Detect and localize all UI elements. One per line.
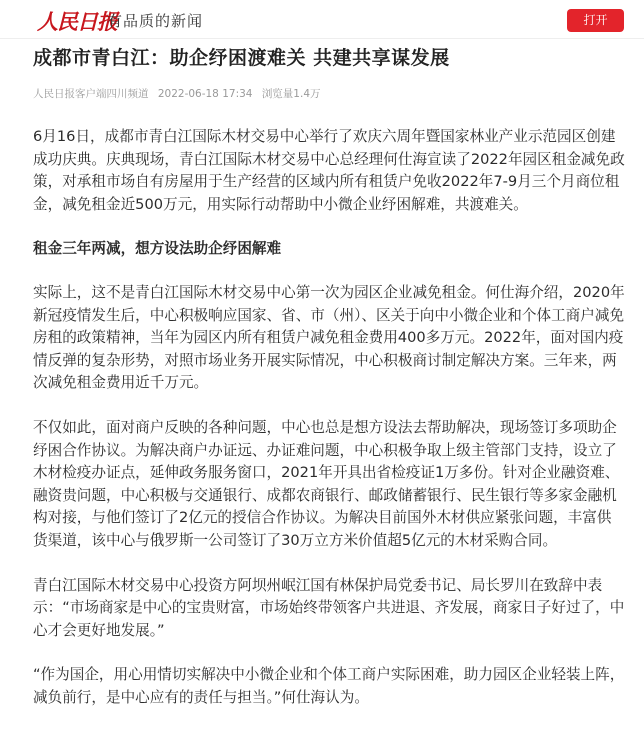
top-bar	[0, 0, 644, 39]
article-meta	[33, 86, 327, 101]
article-paragraph: 不仅如此，面对商户反映的各种问题，中心也总是想方设法去帮助解决，现场签订多项助企纾困合作协议。为解决商户办证远、办证难问题，中心积极争取上级主管部门支持，设立了木材检疫办证点，延伸政务服务窗口，2021年开具出省检疫证1万多份。针对企业融资难、融资贵问题，中心积极与交通银行、成都农商银行、邮政储蓄银行、民生银行等多家金融机构对接，与他们签订了2亿元的授信合作协议。为解决目前国外木材供应紧张问题，丰富供货渠道，该中心与俄罗斯一公司签订了30万立方米价值超5亿元的木材采购合同。	[33, 418, 620, 549]
article-paragraph: 实际上，这不是青白江国际木材交易中心第一次为园区企业减免租金。何仕海介绍，2020年新冠疫情发生后，中心积极响应国家、省、市（州）、区关于向中小微企业和个体工商户减免房租的政策精神，当年为园区内所有租赁户减免租金费用400多万元。2022年，面对国内疫情反弹的复杂形势，对照市场业务开展实际情况，中心积极商讨制定解决方案。三年来，两次减免租金费用近千万元。	[33, 283, 625, 392]
brand-logo[interactable]: 人民日报	[37, 9, 117, 34]
article-datetime: 2022-06-18 17:34	[157, 88, 253, 100]
article-paragraph: “作为国企，用心用情切实解决中小微企业和个体工商户实际困难，助力园区企业轻装上阵，减负前行，是中心应有的责任与担当。”何仕海认为。	[33, 666, 625, 706]
article-paragraph: 青白江国际木材交易中心投资方阿坝州岷江国有林保护局党委书记、局长罗川在致辞中表示：“市场商家是中心的宝贵财富，市场始终带领客户共进退、齐发展，商家日子好过了，中心才会更好地发展。”	[33, 576, 625, 639]
brand-slogan: 有品质的新闻	[107, 12, 204, 30]
article-paragraph: 6月16日，成都市青白江国际木材交易中心举行了欢庆六周年暨国家林业产业示范园区创建成功庆典。庆典现场，青白江国际木材交易中心总经理何仕海宣读了2022年园区租金减免政策，对承租市场自有房屋用于生产经营的区域内所有租赁户免收2022年7-9月三个月商位租金，减免租金近500万元，用实际行动帮助中小微企业纾困解难，共渡难关。	[33, 128, 625, 213]
article-source[interactable]: 人民日报客户端四川频道	[33, 88, 149, 100]
article-views: 浏览量1.4万	[261, 88, 321, 100]
article-title: 成都市青白江：助企纾困渡难关 共建共享谋发展	[33, 47, 450, 69]
article-subheading: 租金三年两减，想方设法助企纾困解难	[33, 240, 282, 258]
open-app-button[interactable]: 打开	[567, 9, 624, 32]
article-body	[33, 126, 626, 731]
